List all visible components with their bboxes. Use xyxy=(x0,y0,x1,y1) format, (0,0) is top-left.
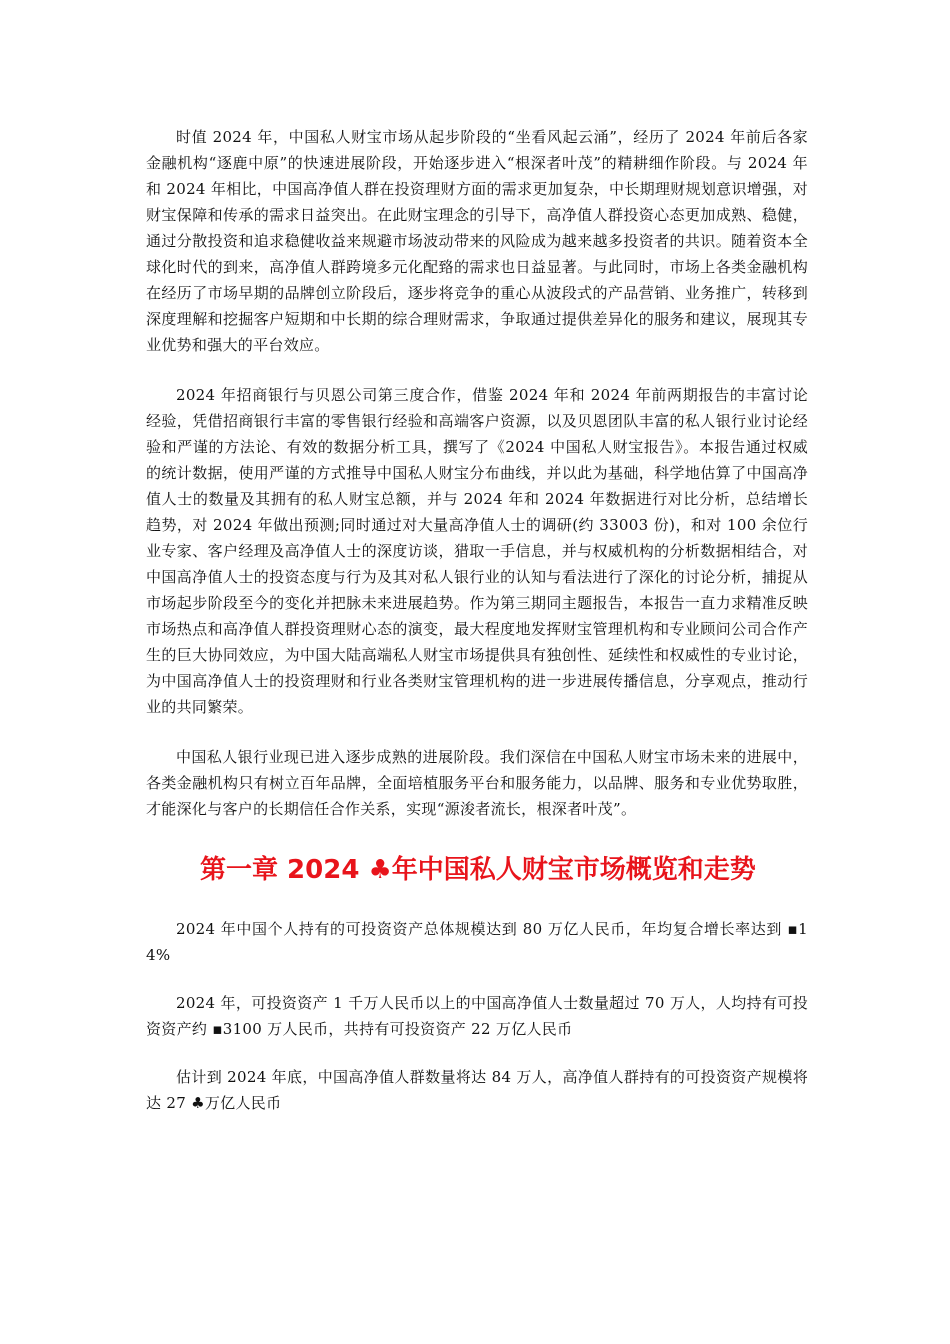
highlight-paragraph-3: 估计到 2024 年底，中国高净值人群数量将达 84 万人，高净值人群持有的可投资资产规模将达 27 ♣万亿人民币 xyxy=(146,1068,808,1112)
highlight-paragraph-1: 2024 年中国个人持有的可投资资产总体规模达到 80 万亿人民币，年均复合增长率达到 ▪14% xyxy=(146,920,808,964)
chapter-title: 第一章 2024 ♣年中国私人财宝市场概览和走势 xyxy=(200,855,756,885)
document-page xyxy=(146,124,808,1138)
intro-paragraph-2: 2024 年招商银行与贝恩公司第三度合作，借鉴 2024 年和 2024 年前两期报告的丰富讨论经验，凭借招商银行丰富的零售银行经验和高端客户资源，以及贝恩团队丰富的私人银行业讨论经验和严谨的方法论、有效的数据分析工具，撰写了《2024 中国私人财宝报告》。本报告通过权威的统计数据，使用严谨的方式推导中国私人财宝分布曲线，并以此为基础，科学地估算了中国高净值人士的数量及其拥有的私人财宝总额，并与 2024 年和 2024 年数据进行对比分析，总结增长趋势，对 2024 年做出预测;同时通过对大量高净值人士的调研(约 33003 份)，和对 100 余位行业专家、客户经理及高净值人士的深度访谈，猎取一手信息，并与权威机构的分析数据相结合，对中国高净值人士的投资态度与行为及其对私人银行业的认知与看法进行了深化的讨论分析，捕捉从市场起步阶段至今的变化并把脉未来进展趋势。作为第三期同主题报告，本报告一直力求精准反映市场热点和高净值人群投资理财心态的演变，最大程度地发挥财宝管理机构和专业顾问公司合作产生的巨大协同效应，为中国大陆高端私人财宝市场提供具有独创性、延续性和权威性的专业讨论，为中国高净值人士的投资理财和行业各类财宝管理机构的进一步进展传播信息，分享观点，推动行业的共同繁荣。 xyxy=(146,386,808,716)
intro-paragraph-3: 中国私人银行业现已进入逐步成熟的进展阶段。我们深信在中国私人财宝市场未来的进展中，各类金融机构只有树立百年品牌，全面培植服务平台和服务能力，以品牌、服务和专业优势取胜，才能深化与客户的长期信任合作关系，实现“源浚者流长，根深者叶茂”。 xyxy=(146,748,808,818)
intro-paragraph-1: 时值 2024 年，中国私人财宝市场从起步阶段的“坐看风起云涌”，经历了 2024 年前后各家金融机构“逐鹿中原”的快速进展阶段，开始逐步进入“根深者叶茂”的精耕细作阶段。与 2024 年和 2024 年相比，中国高净值人群在投资理财方面的需求更加复杂，中长期理财规划意识增强，对财宝保障和传承的需求日益突出。在此财宝理念的引导下，高净值人群投资心态更加成熟、稳健，通过分散投资和追求稳健收益来规避市场波动带来的风险成为越来越多投资者的共识。随着资本全球化时代的到来，高净值人群跨境多元化配臵的需求也日益显著。与此同时，市场上各类金融机构在经历了市场早期的品牌创立阶段后，逐步将竞争的重心从波段式的产品营销、业务推广，转移到深度理解和挖掘客户短期和中长期的综合理财需求，争取通过提供差异化的服务和建议，展现其专业优势和强大的平台效应。 xyxy=(146,128,808,354)
highlight-paragraph-2: 2024 年，可投资资产 1 千万人民币以上的中国高净值人士数量超过 70 万人，人均持有可投资资产约 ▪3100 万人民币，共持有可投资资产 22 万亿人民币 xyxy=(146,994,808,1038)
